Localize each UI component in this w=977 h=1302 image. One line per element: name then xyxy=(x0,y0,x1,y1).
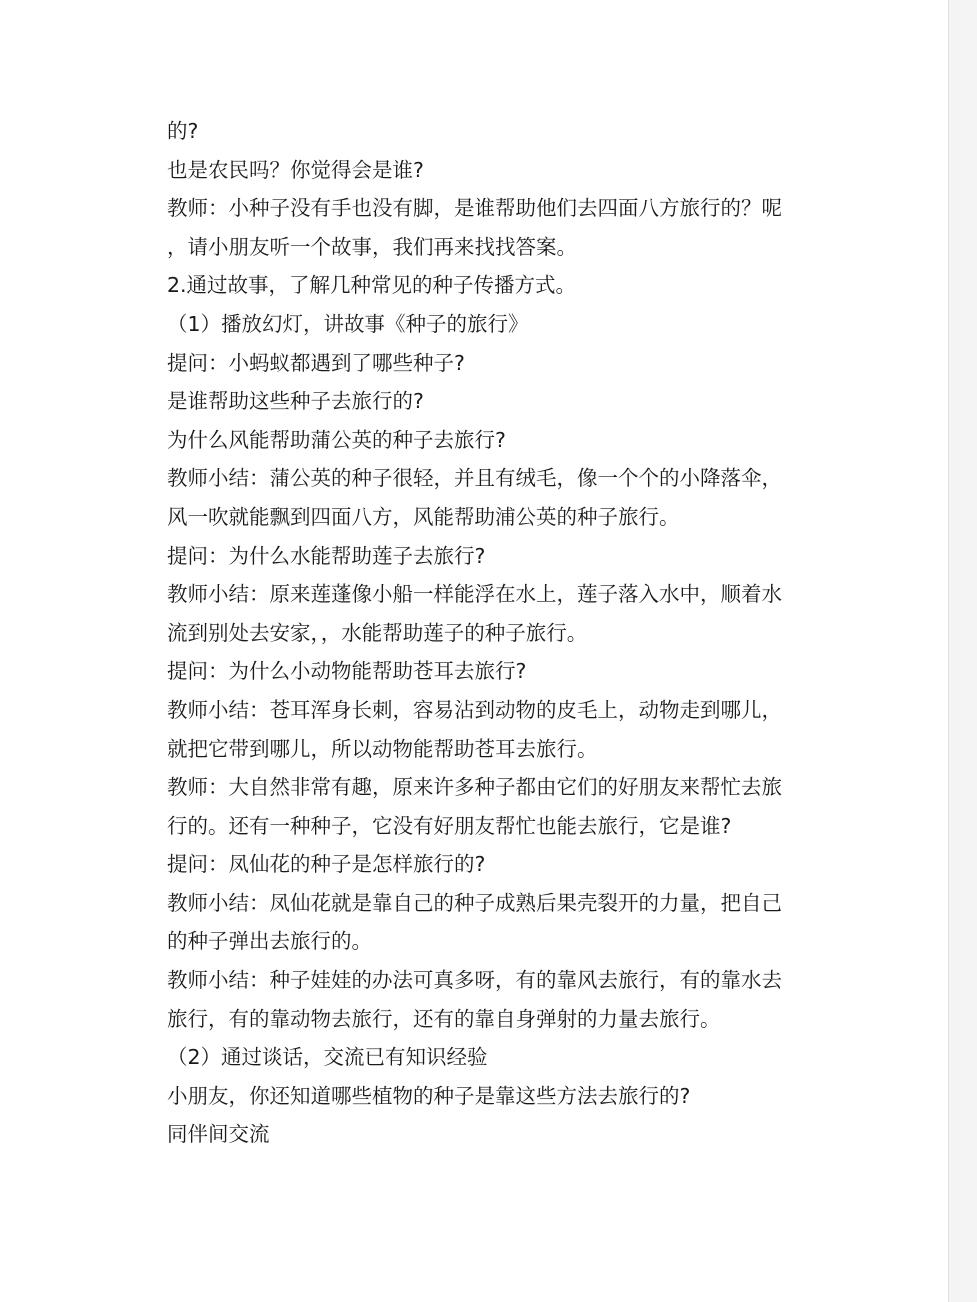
text-line: 教师小结：苍耳浑身长刺，容易沾到动物的皮毛上，动物走到哪儿， xyxy=(167,697,782,722)
document-body xyxy=(167,112,817,1154)
section-heading: 2.通过故事，了解几种常见的种子传播方式。 xyxy=(167,273,577,298)
text-line: 提问：为什么小动物能帮助苍耳去旅行? xyxy=(167,659,527,684)
text-line: 同伴间交流 xyxy=(167,1122,270,1147)
text-line: 教师：大自然非常有趣，原来许多种子都由它们的好朋友来帮忙去旅 xyxy=(167,775,782,800)
text-line: 小朋友，你还知道哪些植物的种子是靠这些方法去旅行的? xyxy=(167,1083,691,1108)
subsection-heading: （1）播放幻灯，讲故事《种子的旅行》 xyxy=(167,311,529,336)
text-line: 提问：为什么水能帮助莲子去旅行? xyxy=(167,543,486,568)
text-line: 教师：小种子没有手也没有脚，是谁帮助他们去四面八方旅行的？呢 xyxy=(167,196,782,221)
text-line: 为什么风能帮助蒲公英的种子去旅行? xyxy=(167,427,506,452)
text-line: 风一吹就能飘到四面八方，风能帮助浦公英的种子旅行。 xyxy=(167,504,680,529)
text-line: 教师小结：种子娃娃的办法可真多呀，有的靠风去旅行，有的靠水去 xyxy=(167,968,782,993)
subsection-heading: （2）通过谈话，交流已有知识经验 xyxy=(167,1045,488,1070)
text-line: 是谁帮助这些种子去旅行的? xyxy=(167,389,424,414)
text-line: 就把它带到哪儿，所以动物能帮助苍耳去旅行。 xyxy=(167,736,598,761)
text-line: 行的。还有一种种子，它没有好朋友帮忙也能去旅行，它是谁? xyxy=(167,813,732,838)
text-line: 教师小结：凤仙花就是靠自己的种子成熟后果壳裂开的力量，把自己 xyxy=(167,890,782,915)
scrollbar-track[interactable] xyxy=(948,0,977,1302)
text-line: ，请小朋友听一个故事，我们再来找找答案。 xyxy=(167,234,577,259)
text-line: 提问：小蚂蚁都遇到了哪些种子? xyxy=(167,350,465,375)
text-line: 旅行，有的靠动物去旅行，还有的靠自身弹射的力量去旅行。 xyxy=(167,1006,721,1031)
text-line: 的? xyxy=(167,119,199,143)
text-line: 流到别处去安家，，水能帮助莲子的种子旅行。 xyxy=(167,620,588,645)
text-line: 教师小结：蒲公英的种子很轻，并且有绒毛，像一个个的小降落伞， xyxy=(167,466,782,491)
text-line: 也是农民吗？你觉得会是谁? xyxy=(167,157,424,182)
text-line: 教师小结：原来莲蓬像小船一样能浮在水上，莲子落入水中，顺着水 xyxy=(167,582,782,607)
text-line: 的种子弹出去旅行的。 xyxy=(167,929,372,954)
text-line: 提问：凤仙花的种子是怎样旅行的? xyxy=(167,852,486,877)
